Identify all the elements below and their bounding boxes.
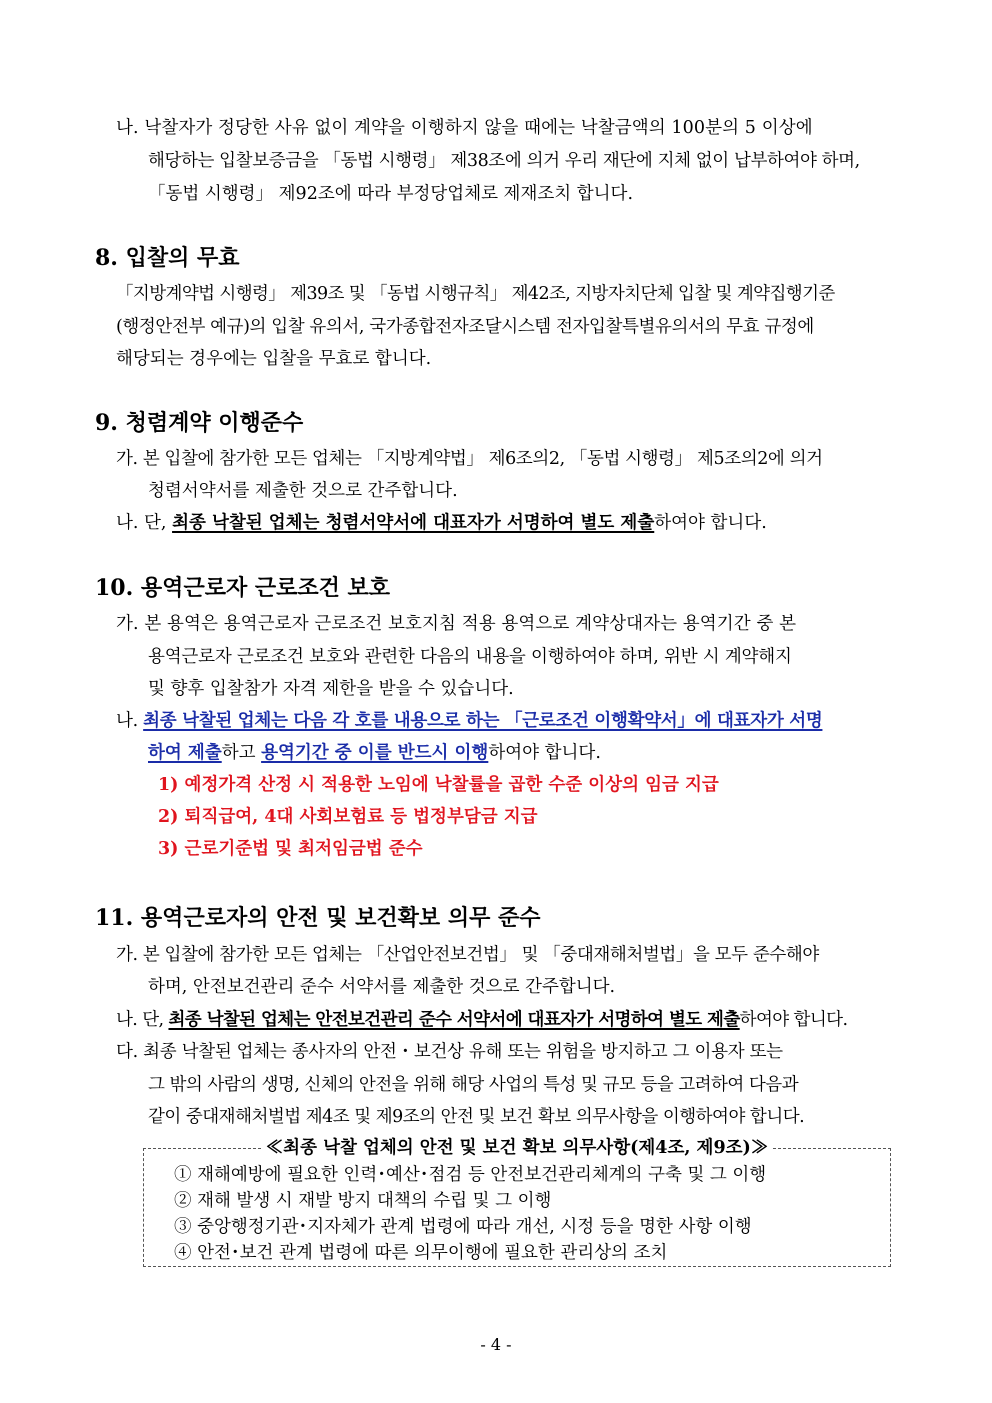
sec7-na-line2: 해당하는 입찰보증금을 「동법 시행령」 제38조에 의거 우리 재단에 지체 없이 납부하여야 하며, [148, 151, 860, 171]
sec10-na-emphasis1: 최종 낙찰된 업체는 다음 각 호를 내용으로 하는 「근로조건 이행확약서」에 대표자가 서명 [143, 711, 823, 731]
sec11-ga-line1: 가. 본 입찰에 참가한 모든 업체는 「산업안전보건법」 및 「중대재해처벌법」을 모두 준수해야 [116, 945, 819, 965]
sec10-na-suffix: 하여야 합니다. [488, 743, 601, 763]
sec9-na-line [116, 511, 767, 535]
sec11-da-line2: 그 밖의 사람의 생명, 신체의 안전을 위해 해당 사업의 특성 및 규모 등을 고려하여 다음과 [148, 1075, 799, 1095]
sec9-heading: 9. 청렴계약 이행준수 [95, 410, 304, 436]
sec11-da-line3: 같이 중대재해처벌법 제4조 및 제9조의 안전 및 보건 확보 의무사항을 이행하여야 합니다. [148, 1107, 805, 1127]
obligation-item-3: ③ 중앙행정기관･지자체가 관계 법령에 따라 개선, 시정 등을 명한 사항 이행 [174, 1217, 752, 1237]
sec9-ga-line2: 청렴서약서를 제출한 것으로 간주합니다. [148, 481, 458, 501]
sec11-na-suffix: 하여야 합니다. [739, 1010, 848, 1030]
sec10-item-2: 2) 퇴직급여, 4대 사회보험료 등 법정부담금 지급 [158, 807, 538, 827]
sec10-na-emphasis3: 용역기간 중 이를 반드시 이행 [261, 743, 489, 763]
sec10-na-mid: 하고 [221, 743, 262, 763]
obligations-box-title: ≪최종 낙찰 업체의 안전 및 보건 확보 의무사항(제4조, 제9조)≫ [144, 1136, 890, 1160]
sec10-item-1: 1) 예정가격 산정 시 적용한 노임에 낙찰률을 곱한 수준 이상의 임금 지급 [158, 775, 719, 795]
sec9-ga-line1: 가. 본 입찰에 참가한 모든 업체는 「지방계약법」 제6조의2, 「동법 시행령」 제5조의2에 의거 [116, 449, 823, 469]
sec10-na-emphasis2: 하여 제출 [148, 743, 222, 763]
sec11-na-line [116, 1008, 847, 1032]
sec9-na-suffix: 하여야 합니다. [654, 513, 767, 533]
sec10-na-line1 [116, 709, 822, 733]
sec11-na-prefix: 나. 단, [116, 1010, 169, 1030]
sec8-heading: 8. 입찰의 무효 [95, 245, 240, 271]
sec11-na-emphasis: 최종 낙찰된 업체는 안전보건관리 준수 서약서에 대표자가 서명하여 별도 제출 [168, 1010, 740, 1030]
sec10-ga-line2: 용역근로자 근로조건 보호와 관련한 다음의 내용을 이행하여야 하며, 위반 시 계약해지 [148, 647, 792, 667]
page-number: - 4 - [480, 1335, 512, 1354]
sec10-ga-line3: 및 향후 입찰참가 자격 제한을 받을 수 있습니다. [148, 679, 514, 699]
sec10-na-prefix: 나. [116, 711, 144, 731]
sec8-line2: (행정안전부 예규)의 입찰 유의서, 국가종합전자조달시스템 전자입찰특별유의서의 무효 규정에 [116, 317, 814, 337]
sec7-na-line3: 「동법 시행령」 제92조에 따라 부정당업체로 제재조치 합니다. [148, 184, 634, 204]
sec9-na-prefix: 나. 단, [116, 513, 173, 533]
sec9-na-emphasis: 최종 낙찰된 업체는 청렴서약서에 대표자가 서명하여 별도 제출 [172, 513, 655, 533]
sec7-na-line1: 나. 낙찰자가 정당한 사유 없이 계약을 이행하지 않을 때에는 낙찰금액의 100분의 5 이상에 [116, 118, 813, 138]
sec10-item-3: 3) 근로기준법 및 최저임금법 준수 [158, 839, 423, 859]
obligation-item-4: ④ 안전･보건 관계 법령에 따른 의무이행에 필요한 관리상의 조치 [174, 1243, 668, 1263]
sec10-ga-line1: 가. 본 용역은 용역근로자 근로조건 보호지침 적용 용역으로 계약상대자는 용역기간 중 본 [116, 614, 797, 634]
sec8-line1: 「지방계약법 시행령」 제39조 및 「동법 시행규칙」 제42조, 지방자치단체 입찰 및 계약집행기준 [116, 284, 835, 304]
sec11-da-line1: 다. 최종 낙찰된 업체는 종사자의 안전・보건상 유해 또는 위험을 방지하고 그 이용자 또는 [116, 1042, 783, 1062]
sec11-ga-line2: 하며, 안전보건관리 준수 서약서를 제출한 것으로 간주합니다. [148, 977, 616, 997]
sec8-line3: 해당되는 경우에는 입찰을 무효로 합니다. [116, 349, 432, 369]
obligations-box [143, 1138, 891, 1267]
sec10-heading: 10. 용역근로자 근로조건 보호 [95, 575, 391, 601]
sec10-na-line2 [148, 741, 601, 765]
obligation-item-2: ② 재해 발생 시 재발 방지 대책의 수립 및 그 이행 [174, 1191, 552, 1211]
obligation-item-1: ① 재해예방에 필요한 인력･예산･점검 등 안전보건관리체계의 구축 및 그 이행 [174, 1165, 767, 1185]
sec11-heading: 11. 용역근로자의 안전 및 보건확보 의무 준수 [95, 905, 541, 931]
